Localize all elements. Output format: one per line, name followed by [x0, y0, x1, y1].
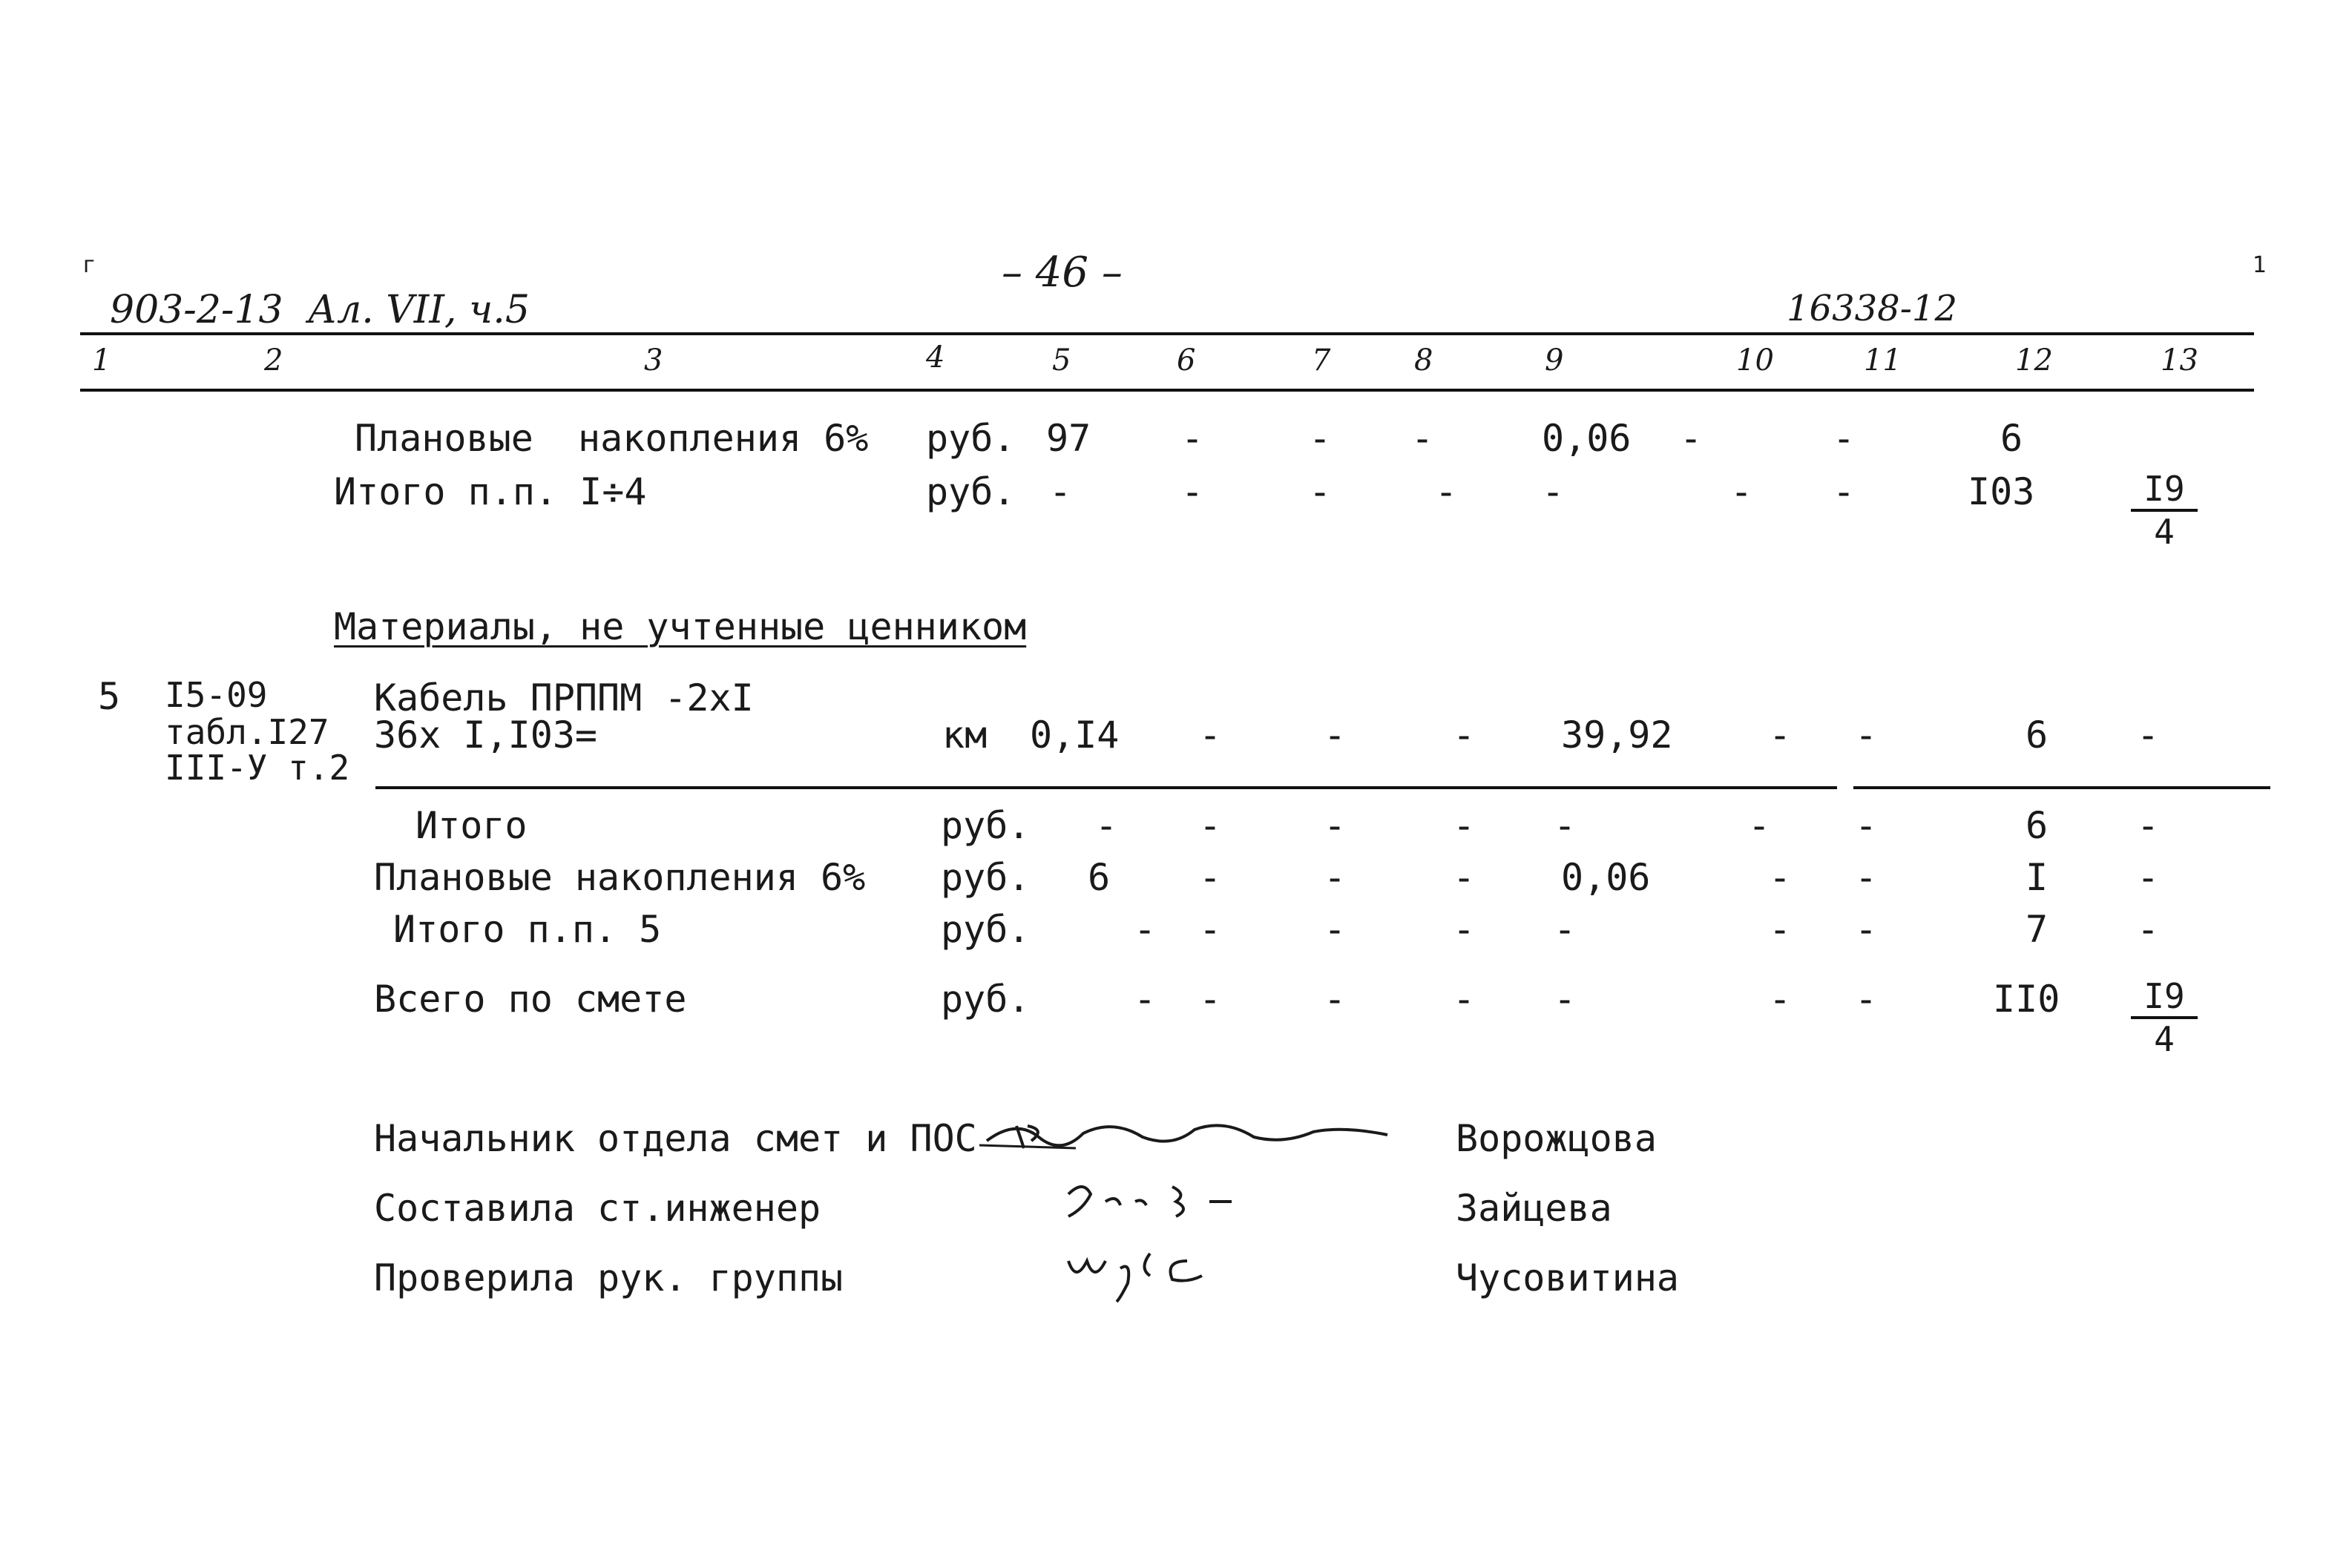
- signature-name-3: Чусовитина: [1456, 1256, 1680, 1299]
- header-rule-top: [80, 332, 2254, 335]
- item5-c5: 0,I4: [1030, 714, 1120, 757]
- row-bottom-3-c11: -: [1855, 908, 1878, 951]
- item5-c11: -: [1855, 714, 1878, 757]
- row-bottom-1-c6: -: [1199, 804, 1222, 847]
- signature-scribble-1: [972, 1104, 1417, 1163]
- row-top-1-c9: 0,06: [1542, 417, 1632, 460]
- col-header-12: 12: [2015, 343, 2053, 378]
- corner-mark-left: г: [83, 252, 95, 278]
- section-title: Материалы, не учтенные ценником: [334, 605, 1027, 648]
- row-top-2-name: Итого п.п. I÷4: [334, 470, 647, 513]
- row-bottom-1-c11: -: [1855, 804, 1878, 847]
- row-top-1-c7: -: [1309, 417, 1332, 460]
- row-bottom-2-c11: -: [1855, 856, 1878, 899]
- row-bottom-3-c6: -: [1199, 908, 1222, 951]
- row-bottom-3-name: Итого п.п. 5: [393, 908, 662, 951]
- row-bottom-3-unit: руб.: [941, 908, 1031, 951]
- row-bottom-3-c9: -: [1554, 908, 1577, 951]
- row-top-1-name: Плановые накопления 6%: [355, 417, 869, 460]
- row-bottom-1-c8: -: [1453, 804, 1476, 847]
- col-header-2: 2: [264, 343, 283, 378]
- row-top-1-c12: 6: [2000, 417, 2023, 460]
- corner-mark-right: 1: [2253, 252, 2267, 278]
- row-bottom-4-c5: -: [1134, 978, 1157, 1021]
- col-header-3: 3: [644, 343, 663, 378]
- col-header-5: 5: [1052, 343, 1071, 378]
- row-top-2-c8: -: [1435, 470, 1458, 513]
- row-top-2-c5: -: [1049, 470, 1072, 513]
- row-bottom-1-c5: -: [1095, 804, 1118, 847]
- fraction-denominator: 4: [2154, 1019, 2175, 1059]
- item5-c8: -: [1453, 714, 1476, 757]
- row-bottom-1-c10: -: [1748, 804, 1771, 847]
- row-top-1-c5: 97: [1046, 417, 1091, 460]
- row-top-2-c9: -: [1542, 470, 1565, 513]
- item5-unit: км: [942, 714, 988, 757]
- row-top-2-c12: I03: [1968, 470, 2035, 513]
- col-header-4: 4: [926, 340, 945, 375]
- row-bottom-3-c13: -: [2137, 908, 2160, 951]
- row-bottom-2-unit: руб.: [941, 856, 1031, 899]
- row-bottom-1-unit: руб.: [941, 804, 1031, 847]
- item5-code-line-3: III-У т.2: [165, 748, 350, 788]
- row-bottom-4-c12: II0: [1993, 978, 2060, 1021]
- fraction-numerator: I9: [2143, 976, 2185, 1016]
- fraction-numerator: I9: [2143, 469, 2185, 509]
- col-header-13: 13: [2161, 343, 2198, 378]
- signature-role-1: Начальник отдела смет и ПОС: [374, 1117, 977, 1160]
- row-bottom-1-name: Итого: [415, 804, 528, 847]
- row-bottom-2-c6: -: [1199, 856, 1222, 899]
- item5-c6: -: [1199, 714, 1222, 757]
- row-top-1-c11: -: [1833, 417, 1856, 460]
- item5-c13: -: [2137, 714, 2160, 757]
- row-bottom-2-c5: 6: [1088, 856, 1111, 899]
- row-bottom-4-c10: -: [1769, 978, 1792, 1021]
- row-top-1-unit: руб.: [926, 417, 1016, 460]
- item5-rule-left: [375, 786, 1837, 789]
- row-bottom-1-c13: -: [2137, 804, 2160, 847]
- row-bottom-2-c12: I: [2026, 856, 2049, 899]
- page-number: – 46 –: [1002, 248, 1123, 297]
- col-header-8: 8: [1414, 343, 1433, 378]
- row-bottom-4-unit: руб.: [941, 978, 1031, 1021]
- col-header-7: 7: [1312, 343, 1331, 378]
- signature-scribble-2: [1054, 1172, 1261, 1224]
- row-bottom-3-c10: -: [1769, 908, 1792, 951]
- row-bottom-2-c8: -: [1453, 856, 1476, 899]
- item5-number: 5: [98, 675, 121, 718]
- item5-c7: -: [1324, 714, 1347, 757]
- item5-code-line-2: табл.I27: [165, 712, 329, 752]
- row-bottom-3-c5: -: [1134, 908, 1157, 951]
- header-rule-bottom: [80, 389, 2254, 392]
- signature-role-2: Составила ст.инженер: [374, 1187, 821, 1230]
- fraction-denominator: 4: [2154, 512, 2175, 552]
- row-bottom-4-c11: -: [1855, 978, 1878, 1021]
- row-top-2-c11: -: [1833, 470, 1856, 513]
- item5-code-line-1: I5-09: [165, 675, 268, 715]
- item5-c12: 6: [2026, 714, 2049, 757]
- item5-name-line-2: 36х I,I03=: [374, 714, 598, 757]
- row-bottom-3-c7: -: [1324, 908, 1347, 951]
- item5-c9: 39,92: [1561, 714, 1673, 757]
- col-header-6: 6: [1177, 343, 1196, 378]
- col-header-1: 1: [92, 343, 111, 378]
- row-bottom-1-c7: -: [1324, 804, 1347, 847]
- col-header-9: 9: [1545, 343, 1564, 378]
- row-bottom-1-c9: -: [1554, 804, 1577, 847]
- row-top-1-c8: -: [1411, 417, 1434, 460]
- row-top-2-unit: руб.: [926, 470, 1016, 513]
- row-bottom-4-c7: -: [1324, 978, 1347, 1021]
- row-bottom-2-c7: -: [1324, 856, 1347, 899]
- col-header-11: 11: [1864, 343, 1902, 378]
- doc-code: 903-2-13 Ал. VII, ч.5: [110, 288, 530, 332]
- row-bottom-2-c10: -: [1769, 856, 1792, 899]
- signature-scribble-3: [1061, 1239, 1224, 1305]
- row-bottom-1-c12: 6: [2026, 804, 2049, 847]
- row-bottom-4-name: Всего по смете: [374, 978, 687, 1021]
- item5-name-line-1: Кабель ПРППМ -2хI: [374, 676, 754, 719]
- row-top-1-c10: -: [1680, 417, 1703, 460]
- row-top-2-c13-fraction: [2131, 469, 2198, 552]
- row-bottom-4-c9: -: [1554, 978, 1577, 1021]
- row-bottom-4-c8: -: [1453, 978, 1476, 1021]
- row-top-2-c6: -: [1181, 470, 1204, 513]
- row-bottom-2-c13: -: [2137, 856, 2160, 899]
- doc-number: 16338-12: [1787, 288, 1957, 329]
- signature-role-3: Проверила рук. группы: [374, 1256, 844, 1299]
- row-bottom-4-c6: -: [1199, 978, 1222, 1021]
- item5-rule-right: [1853, 786, 2270, 789]
- col-header-10: 10: [1736, 343, 1774, 378]
- item5-c10: -: [1769, 714, 1792, 757]
- row-bottom-4-c13-fraction: [2131, 976, 2198, 1059]
- row-top-2-c10: -: [1730, 470, 1753, 513]
- signature-name-2: Зайцева: [1456, 1187, 1612, 1230]
- row-bottom-2-name: Плановые накопления 6%: [374, 856, 866, 899]
- row-bottom-3-c8: -: [1453, 908, 1476, 951]
- row-top-1-c6: -: [1181, 417, 1204, 460]
- signature-name-1: Ворожцова: [1456, 1117, 1657, 1160]
- row-bottom-2-c9: 0,06: [1561, 856, 1651, 899]
- row-top-2-c7: -: [1309, 470, 1332, 513]
- row-bottom-3-c12: 7: [2026, 908, 2049, 951]
